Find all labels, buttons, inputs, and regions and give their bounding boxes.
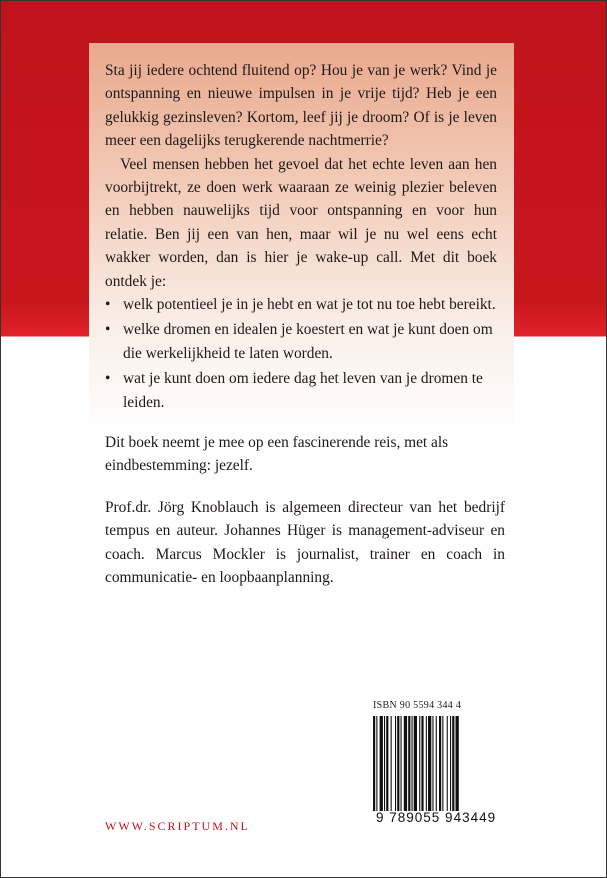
- journey-paragraph: Dit boek neemt je mee op een fascinerende reis, met als eindbestemming: jezelf.: [105, 434, 449, 475]
- authors-paragraph: Prof.dr. Jörg Knoblauch is algemeen directeur van het bedrijf tempus en auteur. Johannes Hüger is management-adviseur en coach. Marcus Mockler is journalist, trainer en coach in communicatie- en loopbaanplanning.: [105, 499, 505, 587]
- bullet-marker: •: [105, 321, 111, 339]
- benefit-list: [105, 293, 497, 414]
- barcode-image: [373, 716, 485, 811]
- isbn-label: ISBN 90 5594 344 4: [373, 700, 462, 711]
- intro-paragraph-2: Veel mensen hebben het gevoel dat het echte leven aan hen voorbijtrekt, ze doen werk waaraan ze weinig plezier beleven en hebben nauwelijks tijd voor ontspanning en voor hun relatie. Ben jij een van hen, maar wil je nu wel eens echt wakker worden, dan is hier je wake-up call. Met dit boek ontdek je:: [105, 155, 497, 290]
- list-item: • welke dromen en idealen je koestert en wat je kunt doen om die werkelijkheid te laten worden.: [105, 318, 497, 365]
- barcode-number: 9 789055 943449: [376, 810, 497, 825]
- list-item: • wat je kunt doen om iedere dag het leven van je dromen te leiden.: [105, 367, 497, 414]
- bullet-marker: •: [105, 296, 111, 314]
- intro-paragraph-1: Sta jij iedere ochtend fluitend op? Hou je van je werk? Vind je ontspanning en nieuwe impulsen in je vrije tijd? Heb je een gelukkig gezinsleven? Kortom, leef jij je droom? Of is je leven meer een dagelijks terugkerende nachtmerrie?: [105, 62, 497, 150]
- bullet-marker: •: [105, 370, 111, 388]
- website-link[interactable]: WWW.SCRIPTUM.NL: [105, 819, 250, 833]
- blurb: [105, 59, 497, 416]
- list-item: • welk potentieel je in je hebt en wat je tot nu toe hebt bereikt.: [105, 293, 497, 316]
